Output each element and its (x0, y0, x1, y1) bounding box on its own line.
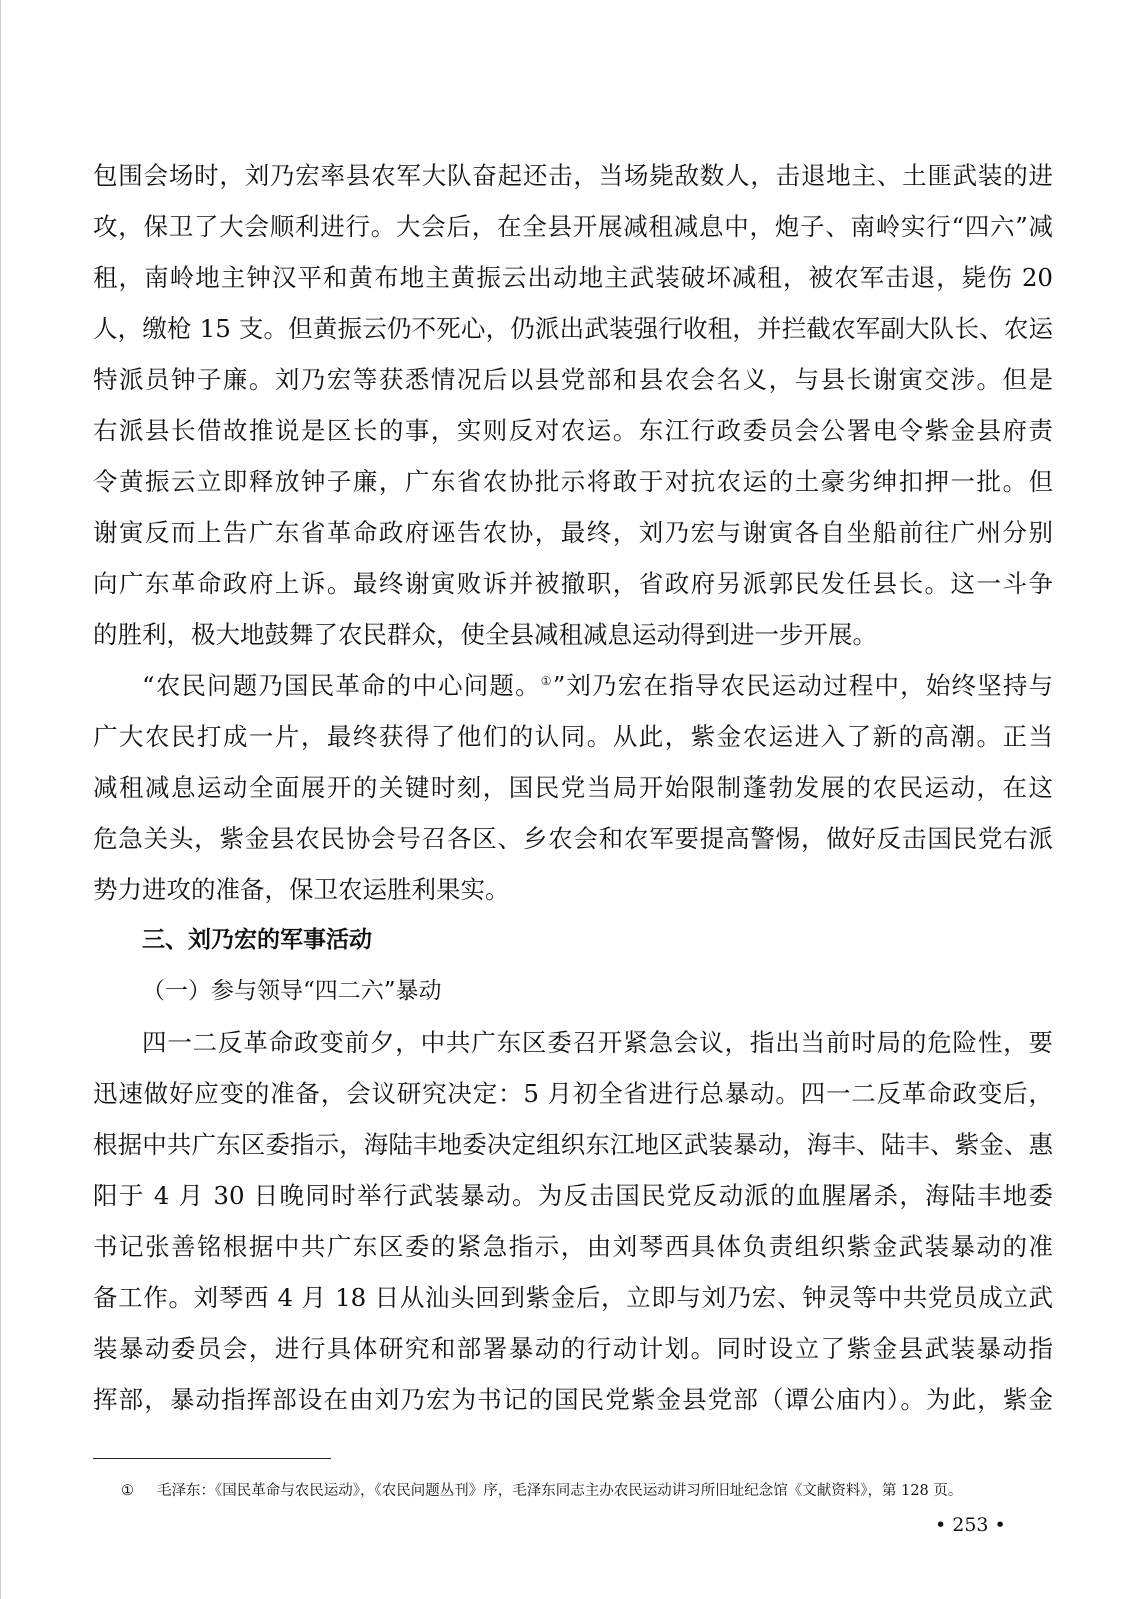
footnote-text: 毛泽东：《国民革命与农民运动》，《农民问题丛刊》序，毛泽东同志主办农民运动讲习所旧址纪念馆《文献资料》，第 128 页。 (157, 1483, 963, 1499)
paragraph-line: 势力进攻的准备，保卫农运胜利果实。 (93, 875, 510, 904)
paragraph-line: 租，南岭地主钟汉平和黄布地主黄振云出动地主武装破坏减租，被农军击退，毙伤 20 (93, 263, 1053, 292)
paragraph-line: 迅速做好应变的准备，会议研究决定：5 月初全省进行总暴动。四一二反革命政变后， (93, 1079, 1053, 1108)
footnote-reference[interactable]: ① (540, 673, 553, 688)
paragraph-line: 挥部，暴动指挥部设在由刘乃宏为书记的国民党紫金县党部（谭公庙内）。为此，紫金 (93, 1385, 1053, 1414)
body-text (93, 150, 1053, 1425)
section-heading: 三、刘乃宏的军事活动 (142, 927, 372, 953)
paragraph-line: 减租减息运动全面展开的关键时刻，国民党当局开始限制蓬勃发展的农民运动，在这 (93, 773, 1053, 802)
paragraph-line: 危急关头，紫金县农民协会号召各区、乡农会和农军要提高警惕，做好反击国民党右派 (93, 824, 1053, 853)
paragraph-line: 右派县长借故推说是区长的事，实则反对农运。东江行政委员会公署电令紫金县府责 (93, 416, 1053, 445)
paragraph-line: 向广东革命政府上诉。最终谢寅败诉并被撤职，省政府另派郭民发任县长。这一斗争 (93, 569, 1053, 598)
subsection-heading: （一）参与领导“四二六”暴动 (142, 978, 442, 1004)
paragraph-line: 装暴动委员会，进行具体研究和部署暴动的行动计划。同时设立了紫金县武装暴动指 (93, 1334, 1053, 1363)
quote-start-text: “农民问题乃国民革命的中心问题。 (142, 671, 541, 700)
footnote-divider (93, 1458, 331, 1459)
paragraph-line: 广大农民打成一片，最终获得了他们的认同。从此，紫金农运进入了新的高潮。正当 (93, 722, 1053, 751)
page-number: • 253 • (935, 1514, 1006, 1536)
paragraph-line: 特派员钟子廉。刘乃宏等获悉情况后以县党部和县农会名义，与县长谢寅交涉。但是 (93, 365, 1053, 394)
quote-end-text: ”刘乃宏在指导农民运动过程中，始终坚持与 (552, 671, 1053, 700)
footnote (121, 1478, 1061, 1504)
paragraph-line: 包围会场时，刘乃宏率县农军大队奋起还击，当场毙敌数人，击退地主、土匪武装的进 (93, 161, 1053, 190)
paragraph-line: 阳于 4 月 30 日晚同时举行武装暴动。为反击国民党反动派的血腥屠杀，海陆丰地委 (93, 1181, 1053, 1210)
paragraph-first-line (93, 660, 1053, 711)
paragraph-line: 谢寅反而上告广东省革命政府诬告农协，最终，刘乃宏与谢寅各自坐船前往广州分别 (93, 518, 1053, 547)
paragraph-line: 的胜利，极大地鼓舞了农民群众，使全县减租减息运动得到进一步开展。 (93, 620, 877, 649)
footnote-number: ① (121, 1483, 134, 1499)
paragraph-first-line: 四一二反革命政变前夕，中共广东区委召开紧急会议，指出当前时局的危险性，要 (142, 1028, 1053, 1057)
paragraph-line: 攻，保卫了大会顺利进行。大会后，在全县开展减租减息中，炮子、南岭实行“四六”减 (93, 212, 1053, 241)
paragraph-line: 人，缴枪 15 支。但黄振云仍不死心，仍派出武装强行收租，并拦截农军副大队长、农运 (93, 314, 1053, 343)
paragraph-line: 令黄振云立即释放钟子廉，广东省农协批示将敢于对抗农运的土豪劣绅扣押一批。但 (93, 467, 1053, 496)
paragraph-line: 根据中共广东区委指示，海陆丰地委决定组织东江地区武装暴动，海丰、陆丰、紫金、惠 (93, 1130, 1053, 1159)
paragraph-line: 备工作。刘琴西 4 月 18 日从汕头回到紫金后，立即与刘乃宏、钟灵等中共党员成立武 (93, 1283, 1053, 1312)
paragraph-line: 书记张善铭根据中共广东区委的紧急指示，由刘琴西具体负责组织紫金武装暴动的准 (93, 1232, 1053, 1261)
